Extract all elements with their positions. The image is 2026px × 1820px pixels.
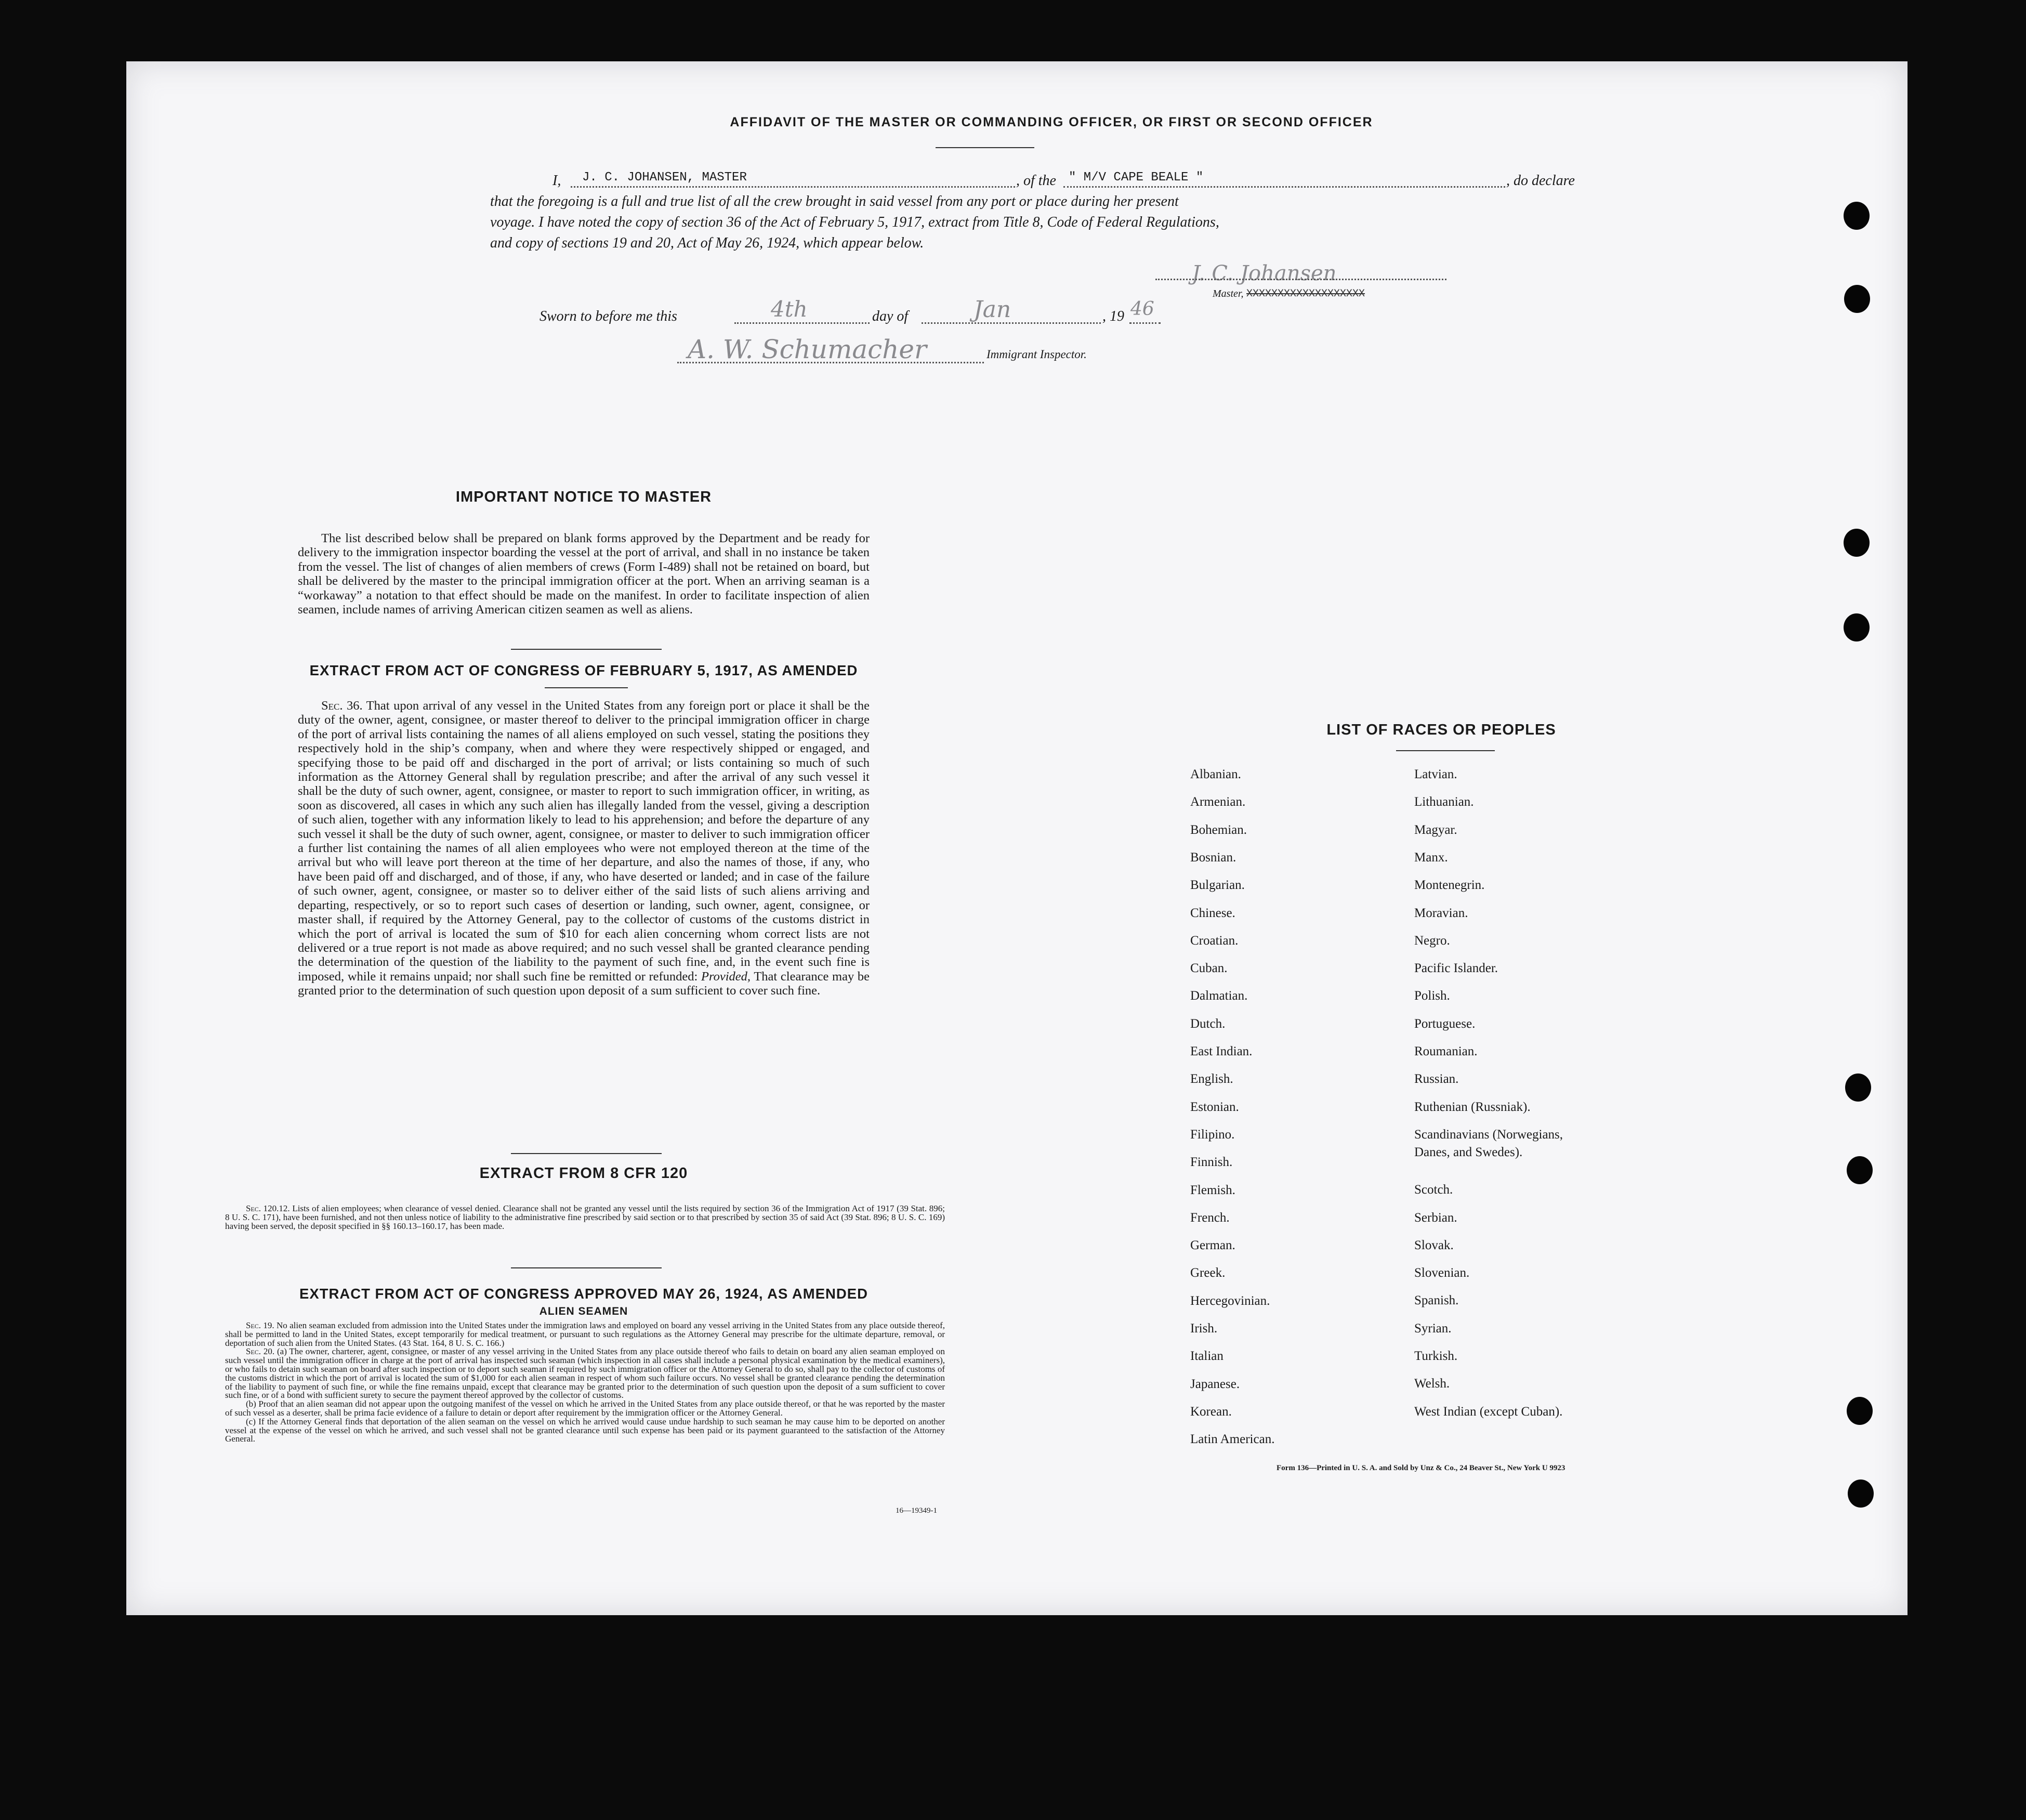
races-title: LIST OF RACES OR PEOPLES [1326, 722, 1556, 738]
race-right-item: Montenegrin. [1414, 878, 1485, 893]
extract-1917-title: EXTRACT FROM ACT OF CONGRESS OF FEBRUARY 5, 1917, AS AMENDED [309, 662, 858, 678]
race-left-item: Bulgarian. [1190, 878, 1245, 893]
race-right-item: Latvian. [1414, 767, 1457, 781]
race-left-item: Albanian. [1190, 767, 1241, 781]
extract-1917-end-divider [511, 1153, 662, 1154]
form-136-line: Form 136—Printed in U. S. A. and Sold by Unz & Co., 24 Beaver St., New York U 9923 [1277, 1464, 1565, 1472]
declaration-line-2: voyage. I have noted the copy of section 36 of the Act of February 5, 1917, extract from Title 8, Code of Federal Regulations, [490, 214, 1219, 230]
do-declare-label: , do declare [1506, 173, 1575, 189]
vessel-name: " M/V CAPE BEALE " [1069, 171, 1204, 185]
race-right-item: Pacific Islander. [1414, 961, 1498, 976]
sec-120-label: Sec. 120.12. [246, 1203, 290, 1213]
race-left-item: Dalmatian. [1190, 989, 1248, 1003]
sec-36-label: Sec. 36. [321, 699, 363, 713]
race-left-item: Cuban. [1190, 961, 1228, 976]
extract-1924-title: EXTRACT FROM ACT OF CONGRESS APPROVED MAY 26, 1924, AS AMENDED [299, 1286, 868, 1302]
sec-20-label: Sec. 20. [246, 1346, 275, 1357]
race-left-item: East Indian. [1190, 1044, 1253, 1058]
master-struck-text: XXXXXXXXXXXXXXXXXXX [1246, 288, 1365, 300]
sworn-day-field [734, 296, 870, 324]
race-left-item: Latin American. [1190, 1432, 1275, 1447]
race-scandinavians-continued: Danes, and Swedes). [1414, 1145, 1523, 1159]
notice-divider [511, 649, 662, 650]
sec-36-text: That upon arrival of any vessel in the United States from any foreign port or place it shall be the duty of the owner, agent, consignee, or master thereof to deliver to the principal immigration officer in charge of the port of arrival lists containing the names of all aliens employed on such vessel, stating the positions they respectively hold in the ship’s company, when and where they were respectively shipped or engaged, and specifying those to be paid off and discharged in the port of arrival; or lists containing so much of such information as the Attorney General shall by regulation prescribe; and after the arrival of any such vessel it shall be the duty of such owner, agent, consignee, or master to report to such immigration officer, in writing, as soon as discovered, all cases in which any such alien has illegally landed from the vessel, giving a description of such alien, together with any information likely to lead to his apprehension; and before the departure of any such vessel it shall be the duty of such owner, agent, consignee, or master to deliver to such immigration officer a further list containing the names of all alien employees who were not employed thereon at the time of the arrival but who will leave port thereon at the time of her departure, and also the names of those, if any, who have been paid off and discharged, and of those, if any, who have deserted or landed; and in case of the failure of such owner, agent, consignee, or master so to deliver either of the said lists of such aliens arriving and departing, respectively, or so to report such cases of desertion or landing, such owner, agent, consignee, or master shall, if required by the Attorney General, pay to the collector of customs of the customs district in which the port of arrival is located the sum of $10 for each alien concerning whom correct lists are not delivered or a true report is not made as above required; and no such vessel shall be granted clearance pending the determination of the question of the liability to the payment of such fine, and, in the event such fine is imposed, while it remains unpaid; nor shall such fine be remitted or refunded: [298, 699, 870, 984]
master-label: Master, [1213, 288, 1244, 299]
race-left-item: Estonian. [1190, 1099, 1239, 1114]
master-signature: J. C. Johansen [1192, 261, 1337, 285]
year-prefix: , 19 [1102, 308, 1124, 324]
race-left-item: Italian [1190, 1349, 1224, 1364]
race-left-item: Irish. [1190, 1321, 1218, 1335]
sec-120-text: Lists of alien employees; when clearance of vessel denied. Clearance shall not be granted any vessel until the lists required by section 36 of the Immigration Act of 1917 (39 Stat. 896; 8 U. S. C. 171), have been furnished, and not then unless notice of liability to the administrative fine prescribed by said section or to that prescribed by section 35 of said Act (39 Stat. 896; 8 U. S. C. 169) having been served, the deposit specified in §§ 160.13–160.17, has been made. [225, 1203, 945, 1231]
notice-title: IMPORTANT NOTICE TO MASTER [455, 489, 712, 505]
sec-20b-text: (b) Proof that an alien seaman did not appear upon the outgoing manifest of the vessel on which he arrived in the United States from any place outside thereof, or that he was reported by the master of such vessel as a deserter, shall be prima facie evidence of a failure to detain or deport after requirement by the immigration officer or the Attorney General. [225, 1399, 945, 1418]
sworn-month-field [922, 296, 1101, 324]
extract-1917-body [298, 699, 870, 998]
race-left-item: Finnish. [1190, 1155, 1233, 1170]
extract-cfr-body [225, 1204, 945, 1230]
title-divider [936, 147, 1034, 148]
sworn-year-field [1129, 298, 1161, 324]
binder-hole [1844, 529, 1870, 557]
race-right-item: Turkish. [1414, 1349, 1458, 1363]
sec-19-paragraph [225, 1321, 945, 1347]
race-right-item: Russian. [1414, 1072, 1459, 1086]
race-right-item: Scandinavians (Norwegians, [1414, 1127, 1563, 1142]
i-label: I, [552, 173, 561, 189]
race-right-item: Moravian. [1414, 906, 1468, 920]
race-right-item: Lithuanian. [1414, 795, 1474, 809]
master-name: J. C. JOHANSEN, MASTER [582, 171, 747, 185]
extract-cfr-title: EXTRACT FROM 8 CFR 120 [479, 1165, 688, 1182]
form-code: 16—19349-1 [896, 1507, 937, 1515]
sworn-day: 4th [771, 296, 808, 322]
inspector-label: Immigrant Inspector. [986, 348, 1087, 361]
binder-hole [1844, 613, 1870, 641]
extract-cfr-divider [511, 1267, 662, 1268]
sec-19-label: Sec. 19. [246, 1320, 274, 1330]
extract-1924-subtitle: ALIEN SEAMEN [539, 1305, 628, 1317]
sec-19-text: No alien seaman excluded from admission into the United States under the immigration laws and employed on board any vessel arriving in the United States from any place outside thereof, shall be permitted to land in the United States, except temporarily for medical treatment, or pursuant to such regulations as the Attorney General may prescribe for the ultimate departure, removal, or deportation of such alien from the United States. (43 Stat. 164, 8 U. S. C. 166.) [225, 1320, 945, 1348]
race-left-item: French. [1190, 1210, 1230, 1225]
declaration-line-3: and copy of sections 19 and 20, Act of May 26, 1924, which appear below. [490, 235, 924, 251]
of-the-label: , of the [1016, 173, 1056, 189]
sworn-year: 46 [1130, 298, 1154, 320]
sec-20a-paragraph [225, 1347, 945, 1400]
race-right-item: Manx. [1414, 850, 1448, 865]
notice-body: The list described below shall be prepared on blank forms approved by the Department and be ready for delivery to the immigration inspector boarding the vessel at the port of arrival, and shall in no instance be taken from the vessel. The list of changes of alien members of crews (Form I-489) shall not be retained on board, but shall be delivered by the master to the principal immigration officer at the port. When an arriving seaman is a “workaway” a notation to that effect should be made on the manifest. In order to facilitate inspection of alien seamen, include names of arriving American citizen seamen as well as aliens. [298, 531, 870, 617]
race-right-item: Syrian. [1414, 1321, 1452, 1335]
sworn-month: Jan [973, 296, 1011, 323]
race-left-item: Chinese. [1190, 906, 1235, 920]
race-left-item: Filipino. [1190, 1127, 1235, 1142]
binder-hole [1844, 202, 1870, 230]
race-left-item: Korean. [1190, 1404, 1232, 1419]
sec-20a-text: (a) The owner, charterer, agent, consignee, or master of any vessel arriving in the United States from any place outside thereof who fails to detain on board any alien seaman employed on such vessel until the immigration officer in charge at the port of arrival has inspected such seaman (which inspection in all cases shall include a personal physical examination by the medical examiners), or who fails to detain such seaman on board after such inspection or to deport such seaman if required by such immigration officer or the Attorney General to do so, shall pay to the collector of customs of the customs district in which the port of arrival is located the sum of $1,000 for each alien seaman in respect of whom such failure occurs. No vessel shall be granted clearance pending the determination of the liability to payment of such fine, or while the fine remains unpaid, except that clearance may be granted prior to the determination of such question upon the deposit of a sum sufficient to cover such fine, or of a bond with sufficient surety to secure the payment thereof approved by the collector of customs. [225, 1346, 945, 1400]
race-right-item: Slovenian. [1414, 1266, 1470, 1280]
provided-label: Provided, [701, 969, 751, 984]
binder-hole [1847, 1156, 1873, 1184]
race-right-item: Magyar. [1414, 822, 1457, 837]
sworn-label: Sworn to before me this [540, 308, 677, 324]
extract-1917-divider [545, 687, 628, 688]
binder-hole [1847, 1397, 1873, 1425]
race-right-item: Serbian. [1414, 1210, 1457, 1225]
race-left-item: German. [1190, 1238, 1235, 1253]
race-left-item: Hercegovinian. [1190, 1293, 1270, 1308]
race-right-item: Portuguese. [1414, 1016, 1476, 1031]
race-left-item: Croatian. [1190, 933, 1239, 948]
race-left-item: Dutch. [1190, 1016, 1226, 1031]
race-left-item: Bohemian. [1190, 822, 1247, 837]
race-right-item: Spanish. [1414, 1293, 1459, 1308]
day-of-label: day of [872, 308, 909, 324]
race-left-item: Armenian. [1190, 795, 1246, 809]
race-right-item: Roumanian. [1414, 1044, 1478, 1058]
master-signature-line [1155, 279, 1446, 280]
race-left-item: English. [1190, 1072, 1233, 1086]
race-right-item: Slovak. [1414, 1238, 1454, 1252]
race-right-item: Negro. [1414, 933, 1450, 948]
declaration-line-1: that the foregoing is a full and true list of all the crew brought in said vessel from any port or place during her present [490, 193, 1179, 210]
affidavit-title: AFFIDAVIT OF THE MASTER OR COMMANDING OFFICER, OR FIRST OR SECOND OFFICER [730, 115, 1373, 129]
race-left-item: Bosnian. [1190, 850, 1236, 865]
inspector-signature-line [677, 362, 984, 363]
race-left-item: Japanese. [1190, 1377, 1240, 1391]
master-name-field [571, 171, 1015, 188]
race-right-item: Ruthenian (Russniak). [1414, 1099, 1531, 1114]
provided-text: That clearance may be granted prior to the determination of such question upon deposit of a sum sufficient to cover such fine. [298, 969, 870, 998]
race-right-item: Welsh. [1414, 1377, 1450, 1391]
binder-hole [1848, 1479, 1874, 1508]
vessel-name-field [1063, 171, 1505, 188]
race-left-item: Flemish. [1190, 1183, 1235, 1197]
binder-hole [1844, 285, 1870, 313]
races-divider [1396, 750, 1495, 751]
race-right-item: West Indian (except Cuban). [1414, 1404, 1563, 1419]
binder-hole [1845, 1073, 1871, 1102]
document-sheet [126, 61, 1907, 1615]
race-right-item: Polish. [1414, 989, 1450, 1003]
extract-1924-body [225, 1321, 945, 1444]
race-left-item: Greek. [1190, 1266, 1226, 1280]
sec-20c-text: (c) If the Attorney General finds that deportation of the alien seaman on the vessel on which he arrived would cause undue hardship to such seaman he may cause him to be deported on another vessel at the expense of the vessel on which he arrived, and such vessel shall not be granted clearance until such expense has been paid or its payment guaranteed to the satisfaction of the Attorney General. [225, 1416, 945, 1444]
inspector-signature: A. W. Schumacher [688, 334, 927, 364]
race-right-item: Scotch. [1414, 1183, 1453, 1197]
